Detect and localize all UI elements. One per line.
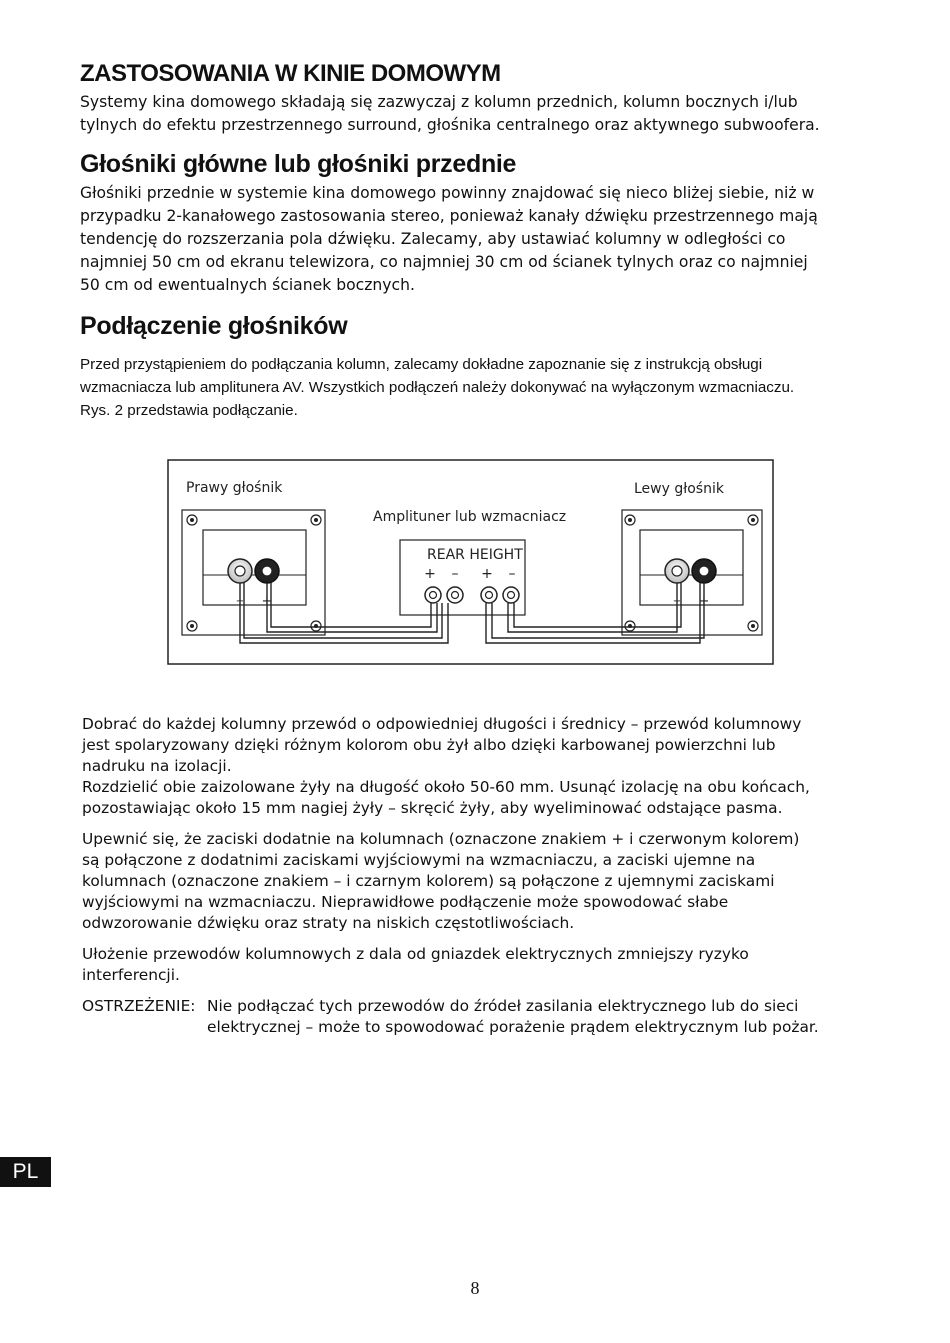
- right-speaker-panel: [182, 510, 325, 635]
- instructions-block-1: [82, 714, 927, 819]
- text-line: elektrycznej – może to spowodować porażenie prądem elektrycznym lub pożar.: [207, 1018, 819, 1036]
- warning-text: [207, 996, 927, 1038]
- text-line: Głośniki przednie w systemie kina domowego powinny znajdować się nieco bliżej siebie, niż w: [80, 184, 815, 202]
- amp-plus-label: +: [481, 566, 493, 582]
- text-line: 50 cm od ewentualnych ścianek bocznych.: [80, 276, 415, 294]
- text-line: Systemy kina domowego składają się zazwyczaj z kolumn przednich, kolumn bocznych i/lub: [80, 93, 798, 111]
- text-line: są połączone z dodatnimi zaciskami wyjściowymi na wzmacniaczu, a zaciski ujemne na: [82, 851, 756, 869]
- plus-label: +: [261, 594, 273, 609]
- plus-label: +: [698, 594, 710, 609]
- right-speaker-label: Prawy głośnik: [186, 480, 283, 496]
- text-line: Przed przystąpieniem do podłączania kolumn, zalecamy dokładne zapoznanie się z instrukcją obsługi: [80, 356, 763, 373]
- section-heading-front-speakers: Głośniki główne lub głośniki przednie: [80, 150, 517, 178]
- text-line: Rys. 2 przedstawia podłączanie.: [80, 402, 298, 419]
- text-line: wzmacniacza lub amplitunera AV. Wszystkich podłączeń należy dokonywać na wyłączonym wzmacniaczu.: [80, 379, 795, 396]
- text-line: interferencji.: [82, 966, 180, 984]
- warning-label: OSTRZEŻENIE:: [82, 997, 196, 1015]
- text-line: Upewnić się, że zaciski dodatnie na kolumnach (oznaczone znakiem + i czerwonym kolorem): [82, 830, 800, 848]
- text-line: tendencję do rozszerzania pola dźwięku. Zalecamy, aby ustawiać kolumny w odległości co: [80, 230, 786, 248]
- minus-label: −: [672, 596, 682, 607]
- text-line: odwzorowanie dźwięku oraz straty na niskich częstotliwościach.: [82, 914, 575, 932]
- amp-minus-label: –: [451, 566, 459, 582]
- text-line: przypadku 2-kanałowego zastosowania stereo, ponieważ kanały dźwięku przestrzennego mają: [80, 207, 818, 225]
- text-line: Ułożenie przewodów kolumnowych z dala od gniazdek elektrycznych zmniejszy ryzyko: [82, 945, 749, 963]
- text-line: najmniej 50 cm od ekranu telewizora, co najmniej 30 cm od ścianek tylnych oraz co najmniej: [80, 253, 808, 271]
- page-number: 8: [470, 1278, 480, 1298]
- amp-plus-label: +: [424, 566, 436, 582]
- amplifier-label: Amplituner lub wzmacniacz: [373, 509, 567, 525]
- text-line: Dobrać do każdej kolumny przewód o odpowiedniej długości i średnicy – przewód kolumnowy: [82, 715, 802, 733]
- text-line: Nie podłączać tych przewodów do źródeł zasilania elektrycznego lub do sieci: [207, 997, 799, 1015]
- text-line: Rozdzielić obie zaizolowane żyły na długość około 50-60 mm. Usunąć izolację na obu końcach,: [82, 778, 810, 796]
- amp-minus-label: –: [508, 566, 516, 582]
- instructions-block-3: [82, 944, 927, 986]
- text-line: tylnych do efektu przestrzennego surround, głośnika centralnego oraz aktywnego subwoofera.: [80, 116, 820, 134]
- text-line: nadruku na izolacji.: [82, 757, 232, 775]
- text-line: kolumnach (oznaczone znakiem – i czarnym kolorem) są połączone z ujemnymi zaciskami: [82, 872, 775, 890]
- language-tab: PL: [0, 1157, 51, 1187]
- instructions-block-2: [82, 829, 927, 934]
- text-line: jest spolaryzowany dzięki różnym kolorom obu żył albo dzięki karbowanej powierzchni lub: [82, 736, 776, 754]
- text-line: wyjściowymi na wzmacniaczu. Nieprawidłowe podłączenie może spowodować słabe: [82, 893, 729, 911]
- section-heading-speaker-connection: Podłączenie głośników: [80, 312, 348, 340]
- left-speaker-label: Lewy głośnik: [634, 481, 724, 497]
- rear-height-label: REAR HEIGHT: [427, 547, 523, 563]
- minus-label: −: [235, 596, 245, 607]
- left-speaker-panel: [622, 510, 762, 635]
- text-line: pozostawiając około 15 mm nagiej żyły – skręcić żyły, aby wyeliminować odstające pasma.: [82, 799, 783, 817]
- section-heading-home-theater: ZASTOSOWANIA W KINIE DOMOWYM: [80, 60, 501, 87]
